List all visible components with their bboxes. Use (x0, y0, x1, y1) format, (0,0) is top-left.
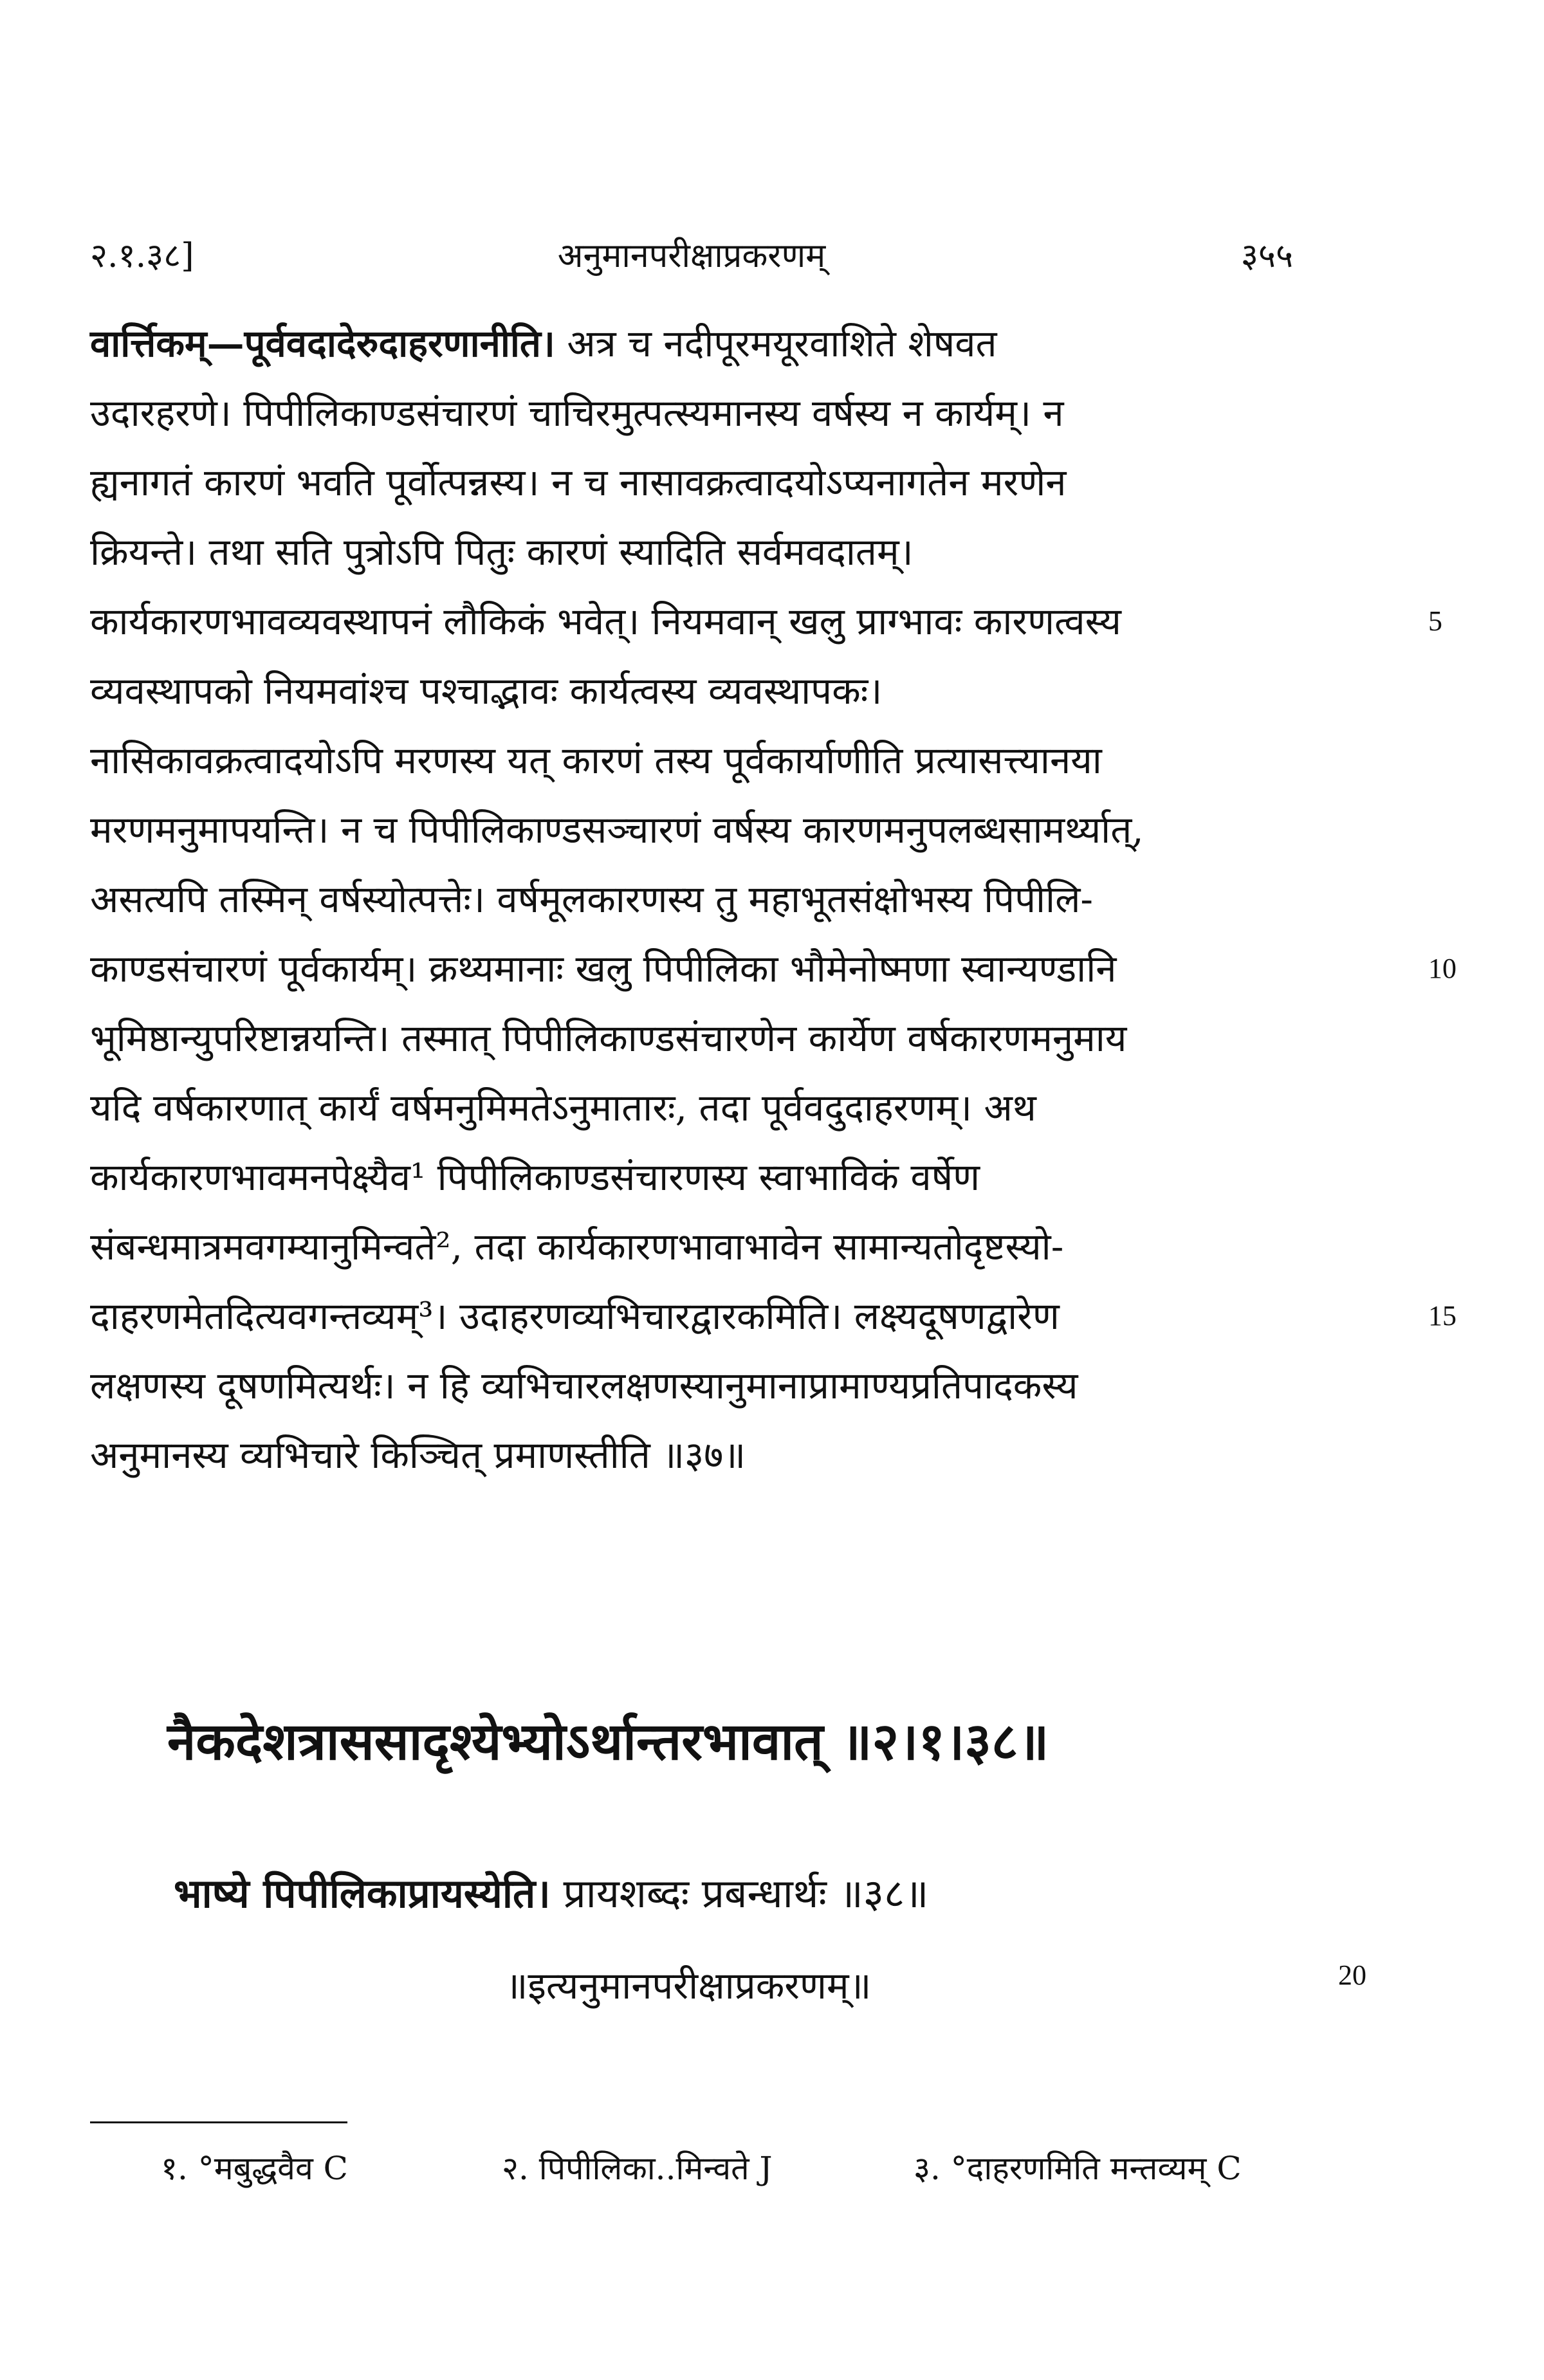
text-line (90, 1003, 1287, 1073)
commentary-body (90, 309, 1457, 1490)
bhashya-text: प्रायशब्दः प्रबन्धार्थः ॥३८॥ (550, 1870, 929, 1917)
footnote-1: १. °मबुद्धवैव C (161, 2150, 348, 2187)
line-text: लक्षणस्य दूषणमित्यर्थः। न हि व्यभिचारलक्षणस्यानुमानाप्रामाण्यप्रतिपादकस्य (90, 1364, 1078, 1407)
line-text: क्रियन्ते। तथा सति पुत्रोऽपि पितुः कारणं स्यादिति सर्वमवदातम्। (90, 530, 914, 574)
footnote-divider (90, 2121, 347, 2123)
text-line (90, 1142, 1287, 1212)
text-line (90, 1420, 1287, 1490)
text-line (90, 1351, 1287, 1420)
text-line (90, 795, 1287, 865)
line-text: कार्यकारणभावव्यवस्थापनं लौकिकं भवेत्। नियमवान् खलु प्राग्भावः कारणत्वस्य (90, 600, 1121, 643)
text-line (90, 865, 1287, 934)
sutra-heading: नैकदेशत्राससादृश्येभ्योऽर्थान्तरभावात् ॥२।१।३८॥ (167, 1711, 1049, 1771)
text-line (90, 934, 1457, 1003)
text-line (90, 726, 1287, 795)
text-line (90, 309, 1287, 378)
line-text: नासिकावक्रत्वादयोऽपि मरणस्य यत् कारणं तस्य पूर्वकार्याणीति प्रत्यासत्त्यानया (90, 738, 1102, 782)
line-text: कार्यकारणभावमनपेक्ष्यैव¹ पिपीलिकाण्डसंचारणस्य स्वाभाविकं वर्षेण (90, 1155, 980, 1199)
line-text: मरणमनुमापयन्ति। न च पिपीलिकाण्डसञ्चारणं वर्षस्य कारणमनुपलब्धसामर्थ्यात्, (90, 808, 1144, 852)
line-number: 20 (1338, 1959, 1366, 1991)
text-line (90, 587, 1442, 656)
line-text: दाहरणमेतदित्यवगन्तव्यम्³। उदाहरणव्यभिचारद्वारकमिति। लक्ष्यदूषणद्वारेण (90, 1294, 1060, 1338)
line-text: व्यवस्थापको नियमवांश्च पश्चाद्भावः कार्यत्वस्य व्यवस्थापकः। (90, 669, 883, 713)
line-number: 10 (1428, 953, 1457, 984)
footnotes (90, 2145, 1300, 2197)
line-number: 5 (1428, 605, 1442, 637)
section-number: २.१.३८] (90, 237, 194, 275)
bhashya-lemma: भाष्ये पिपीलिकाप्रायस्येति। (174, 1870, 551, 1917)
line-text: अनुमानस्य व्यभिचारे किञ्चित् प्रमाणस्तीति ॥३७॥ (90, 1433, 746, 1477)
text-line (90, 378, 1287, 448)
text-line (90, 1212, 1287, 1281)
line-text: यदि वर्षकारणात् कार्यं वर्षमनुमिमतेऽनुमातारः, तदा पूर्ववदुदाहरणम्। अथ (90, 1086, 1036, 1130)
colophon: ॥इत्यनुमानपरीक्षाप्रकरणम्॥ (505, 1964, 872, 2008)
line-number: 15 (1428, 1300, 1457, 1332)
bhashya-line (174, 1865, 1293, 1919)
vartika-lemma: वार्त्तिकम्—पूर्ववदादेरुदाहरणानीति। (90, 322, 555, 365)
footnote-2: २. पिपीलिका..मिन्वते J (502, 2150, 773, 2187)
chapter-title: अनुमानपरीक्षाप्रकरणम् (557, 237, 826, 275)
line-text: अत्र च नदीपूरमयूरवाशिते शेषवत (555, 322, 997, 365)
line-text: भूमिष्ठान्युपरिष्टान्नयन्ति। तस्मात् पिपीलिकाण्डसंचारणेन कार्येण वर्षकारणमनुमाय (90, 1016, 1127, 1060)
line-text: असत्यपि तस्मिन् वर्षस्योत्पत्तेः। वर्षमूलकारणस्य तु महाभूतसंक्षोभस्य पिपीलि- (90, 877, 1093, 921)
footnote-3: ३. °दाहरणमिति मन्तव्यम् C (914, 2150, 1242, 2187)
text-line (90, 517, 1287, 587)
line-text: संबन्धमात्रमवगम्यानुमिन्वते², तदा कार्यकारणभावाभावेन सामान्यतोदृष्टस्यो- (90, 1225, 1064, 1268)
line-text: उदारहरणे। पिपीलिकाण्डसंचारणं चाचिरमुत्पत्स्यमानस्य वर्षस्य न कार्यम्। न (90, 391, 1064, 435)
running-header (90, 232, 1293, 283)
page-number: ३५५ (1240, 237, 1293, 275)
text-line (90, 656, 1287, 726)
text-line (90, 1281, 1457, 1351)
line-text: ह्यनागतं कारणं भवति पूर्वोत्पन्नस्य। न च नासावक्रत्वादयोऽप्यनागतेन मरणेन (90, 461, 1067, 504)
text-line (90, 1073, 1287, 1142)
text-line (90, 448, 1287, 517)
line-text: काण्डसंचारणं पूर्वकार्यम्। क्रथ्यमानाः खलु पिपीलिका भौमेनोष्मणा स्वान्यण्डानि (90, 947, 1117, 991)
